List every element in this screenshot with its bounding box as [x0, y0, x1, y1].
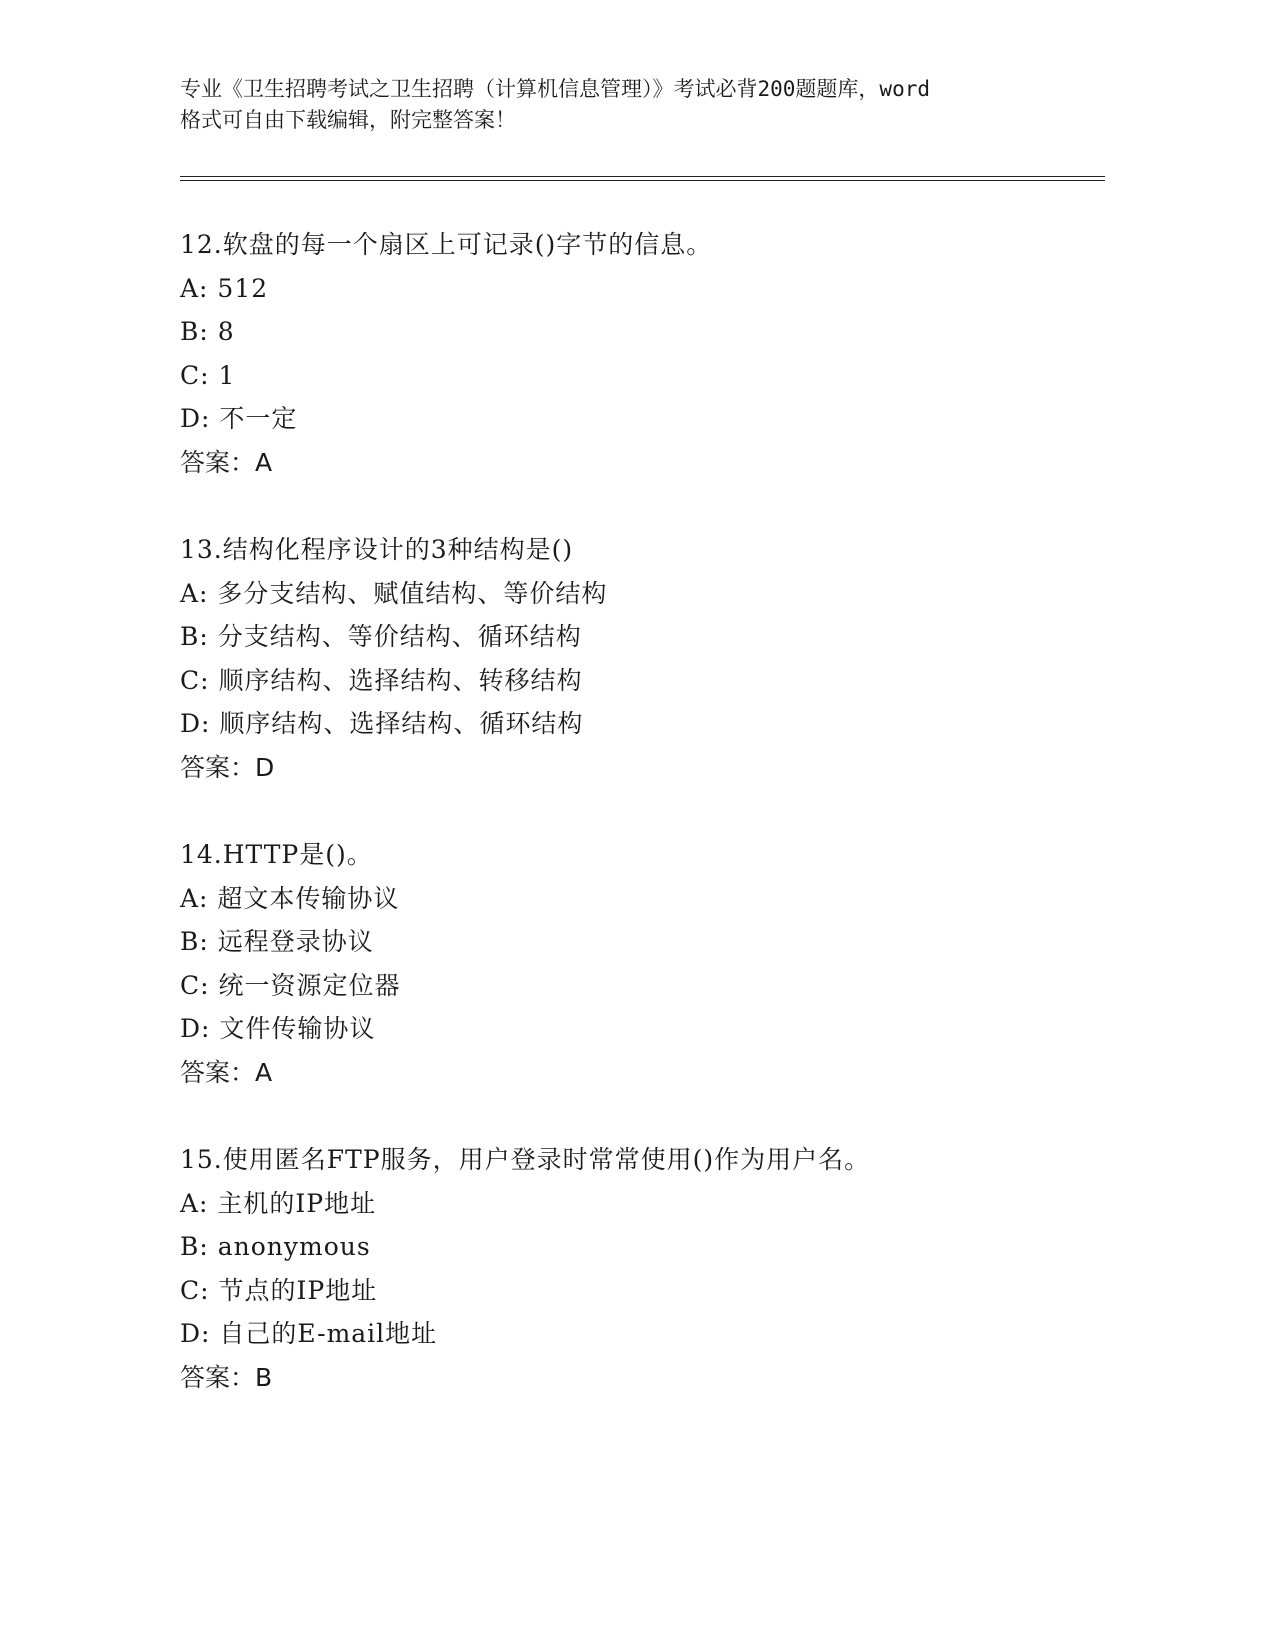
- option-d: D: 自己的E-mail地址: [180, 1319, 438, 1348]
- option-a: A: 512: [180, 273, 269, 303]
- option-c: C: 统一资源定位器: [180, 970, 401, 1000]
- header-line-2: 格式可自由下载编辑，附完整答案！: [180, 108, 516, 132]
- header-divider: [180, 176, 1105, 181]
- question-item: [180, 1138, 1105, 1399]
- question-item: [180, 528, 1105, 789]
- option-a: A: 主机的IP地址: [180, 1188, 377, 1218]
- option-b: B: 分支结构、等价结构、循环结构: [180, 622, 582, 651]
- option-c: C: 顺序结构、选择结构、转移结构: [180, 665, 583, 695]
- answer-text: 答案：D: [180, 752, 275, 782]
- document-header: [180, 74, 1105, 136]
- option-d: D: 不一定: [180, 404, 298, 433]
- question-text: 12.软盘的每一个扇区上可记录()字节的信息。: [180, 230, 713, 259]
- question-text: 13.结构化程序设计的3种结构是(): [180, 535, 574, 564]
- option-c: C: 节点的IP地址: [180, 1275, 378, 1305]
- option-d: D: 文件传输协议: [180, 1014, 376, 1043]
- question-item: [180, 833, 1105, 1094]
- option-b: B: anonymous: [180, 1232, 371, 1261]
- option-c: C: 1: [180, 360, 236, 390]
- option-b: B: 8: [180, 317, 235, 346]
- answer-text: 答案：A: [180, 1057, 273, 1087]
- answer-text: 答案：B: [180, 1362, 273, 1392]
- option-d: D: 顺序结构、选择结构、循环结构: [180, 709, 584, 738]
- answer-text: 答案：A: [180, 447, 273, 477]
- document-page: [180, 0, 1105, 181]
- option-a: A: 超文本传输协议: [180, 883, 400, 913]
- question-item: [180, 223, 1105, 484]
- question-text: 14.HTTP是()。: [180, 840, 373, 869]
- option-a: A: 多分支结构、赋值结构、等价结构: [180, 578, 608, 608]
- option-b: B: 远程登录协议: [180, 927, 374, 956]
- header-line-1: 专业《卫生招聘考试之卫生招聘（计算机信息管理）》考试必背200题题库，word: [180, 77, 930, 101]
- question-text: 15.使用匿名FTP服务，用户登录时常常使用()作为用户名。: [180, 1145, 871, 1174]
